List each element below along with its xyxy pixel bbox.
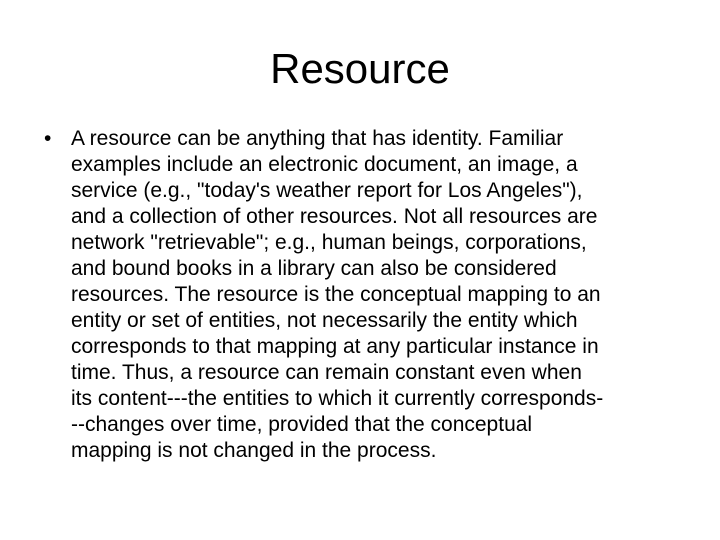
- bullet-text-line: A resource can be anything that has identity. Familiar: [71, 127, 564, 150]
- bullet-text-line: and a collection of other resources. Not all resources are: [71, 205, 598, 228]
- bullet-text-line: examples include an electronic document, an image, a: [71, 153, 578, 176]
- bullet-text-line: network "retrievable"; e.g., human beings, corporations,: [71, 231, 587, 254]
- bullet-text-line: --changes over time, provided that the conceptual: [71, 413, 533, 436]
- bullet-list: [44, 126, 694, 464]
- slide-title: Resource: [270, 45, 450, 92]
- bullet-item: [44, 126, 694, 464]
- bullet-text-line: corresponds to that mapping at any particular instance in: [71, 335, 599, 358]
- bullet-marker-icon: •: [44, 127, 52, 150]
- bullet-text-line: and bound books in a library can also be considered: [71, 257, 557, 280]
- bullet-text-line: its content---the entities to which it currently corresponds-: [71, 387, 604, 410]
- bullet-text-line: entity or set of entities, not necessarily the entity which: [71, 309, 578, 332]
- bullet-text-line: time. Thus, a resource can remain constant even when: [71, 361, 582, 384]
- bullet-text-line: resources. The resource is the conceptual mapping to an: [71, 283, 601, 306]
- bullet-text-line: mapping is not changed in the process.: [71, 439, 437, 462]
- bullet-text-line: service (e.g., "today's weather report for Los Angeles"),: [71, 179, 583, 202]
